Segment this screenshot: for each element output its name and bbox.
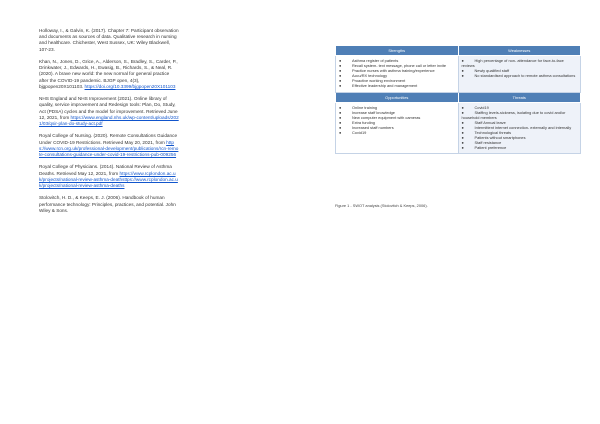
swot-item-text: Staff Annual leave — [474, 119, 506, 125]
bullet-icon: ● — [461, 130, 464, 136]
bullet-icon: ● — [461, 135, 464, 141]
bullet-icon: ● — [339, 104, 342, 110]
reference-holloway: Holloway, I., & Galvin, K. (2017). Chapter 7: Participant observation and documents as sources of data. Qualitative research in nursing and healthcare. Chichester, West Sussex, UK: Wiley Blackwell, 107-23. — [39, 28, 179, 52]
bullet-icon: ● — [339, 114, 342, 120]
swot-item — [339, 130, 455, 135]
swot-opportunities-cell — [336, 102, 459, 154]
bullet-icon: ● — [339, 119, 342, 125]
swot-item-text: Technological threats — [474, 130, 512, 136]
reference-link[interactable]: https://www.england.nhs.uk/wp-content/uploads/2021/03/qsir-plan-do-study-act.pdf — [39, 114, 179, 127]
swot-item-text: New computer equipment with cameras — [352, 114, 421, 120]
bullet-icon: ● — [339, 58, 342, 63]
bullet-icon: ● — [461, 58, 464, 63]
figure-caption: Figure 1 - SWOT analysis (Stolovitch & Keeps, 2006). — [335, 203, 428, 208]
swot-item — [462, 110, 578, 120]
reference-stolovitch: Stolovitch, H. D., & Keeps, E. J. (2006). Handbook of human performance technology: Principles, practices, and potential. John Wiley & Sons. — [39, 195, 176, 213]
swot-item-text: Effective leadership and management — [352, 83, 418, 89]
swot-item-text: Covid19 — [474, 104, 489, 110]
swot-table — [335, 45, 581, 154]
reference-link[interactable]: https://doi.org/10.3399/bjgpopen20X101103 — [84, 83, 176, 89]
bullet-icon: ● — [461, 145, 464, 151]
swot-item-text: Increase staff knowledge — [352, 109, 395, 115]
swot-threats-cell — [458, 102, 581, 154]
reference-link[interactable]: https://www.rcn.org.uk/professional-development/publications/rcn-remote-consultations-guidance-under-covid-19-restrictions-pub-009256 — [39, 139, 179, 158]
bullet-icon: ● — [461, 140, 464, 146]
reference-rcp: Royal College of Physicians. (2014). National Review of Asthma Deaths. Retrieved May 12, 2021, from https://www.rcplondon.ac.uk/projects/national-review-asthma-deathsttps://www.rcplondon.ac.uk/projects/national-review-asthma-deaths — [39, 164, 178, 189]
bullet-icon: ● — [339, 68, 342, 74]
swot-item-text: Covid19 — [352, 130, 367, 136]
swot-item-text: Practice nurses with asthma training/experience — [352, 68, 435, 74]
bullet-icon: ● — [339, 78, 342, 84]
swot-item-text: Online training — [352, 104, 378, 110]
swot-item-text: High percentage of non- attendance for face-to-face reviews — [461, 58, 564, 69]
bullet-icon: ● — [461, 104, 464, 110]
swot-item-text: Accu/RX technology — [352, 73, 388, 79]
reference-rcn: Royal College of Nursing. (2020). Remote Consultations Guidance Under COVID-19 Restrictions. Retrieved May 20, 2021, from https://www.rcn.org.uk/professional-development/publications/rcn-remote-consultations-guidance-under-covid-19-restrictions-pub-009256 — [39, 133, 179, 158]
bullet-icon: ● — [461, 68, 464, 74]
swot-header-strengths: Strengths — [336, 46, 459, 56]
reference-list — [39, 28, 179, 220]
swot-item-text: Newly qualified staff — [474, 68, 510, 74]
swot-strengths-cell — [336, 56, 459, 93]
swot-item-text: Intermittent internet connection- externally and internally — [474, 124, 572, 130]
reference-khan: Khan, N., Jones, D., Grice, A., Alderson, S., Bradley, S., Carder, P., Drinkwater, J., Edwards, H., Ewasig, B., Richards, S., & Neal, R. (2020). A brave new world: the new normal for general practice after the COVID-19 pandemic. BJGP open, 4(3), bjgpopen20X101103. https://doi.org/10.3399/bjgpopen20X101103 — [39, 59, 178, 89]
swot-item-text: No standardised approach to remote asthma consultations — [474, 73, 576, 79]
swot-item-text: Staffing levels-sickness, isolating due to covid and/or household members — [461, 109, 566, 120]
swot-weaknesses-cell — [458, 56, 581, 93]
bullet-icon: ● — [339, 73, 342, 79]
swot-item — [462, 58, 578, 68]
bullet-icon: ● — [339, 109, 342, 115]
bullet-icon: ● — [339, 83, 342, 89]
swot-item-text: Proactive working environment — [352, 78, 406, 84]
swot-header-opportunities: Opportunities — [336, 92, 459, 102]
reference-nhs: NHS England and NHS Improvement (2021). Online library of quality, service improvement and Redesign tools: Plan, Do, Study, Act (PDSA) cycles and the model for improvement. Retrieved June 12, 2021, from https://www.england.nhs.uk/wp-content/uploads/2021/03/qsir-plan-do-study-act.pdf — [39, 96, 179, 127]
swot-item — [462, 73, 578, 78]
bullet-icon: ● — [461, 109, 464, 115]
swot-item-text: Patients without smartphones — [474, 135, 526, 141]
swot-item-text: Recall system- text message, phone call or letter invite — [352, 63, 447, 69]
swot-item — [339, 83, 455, 88]
bullet-icon: ● — [461, 119, 464, 125]
swot-item-text: Extra funding — [352, 119, 375, 125]
swot-item-text: Asthma register of patients — [352, 58, 399, 63]
bullet-icon: ● — [339, 130, 342, 136]
reference-link[interactable]: https://www.rcplondon.ac.uk/projects/national-review-asthma-deathsttps://www.rcplondon.ac.uk/projects/national-review-asthma-deaths — [39, 170, 178, 189]
swot-item-text: Increased staff numbers — [352, 124, 394, 130]
bullet-icon: ● — [461, 73, 464, 79]
bullet-icon: ● — [461, 124, 464, 130]
bullet-icon: ● — [339, 63, 342, 69]
swot-item — [462, 145, 578, 150]
swot-item-text: Patient preference — [474, 145, 507, 151]
swot-header-threats: Threats — [458, 92, 581, 102]
swot-header-weaknesses: Weaknesses — [458, 46, 581, 56]
swot-item-text: Staff resistance — [474, 140, 502, 146]
bullet-icon: ● — [339, 124, 342, 130]
